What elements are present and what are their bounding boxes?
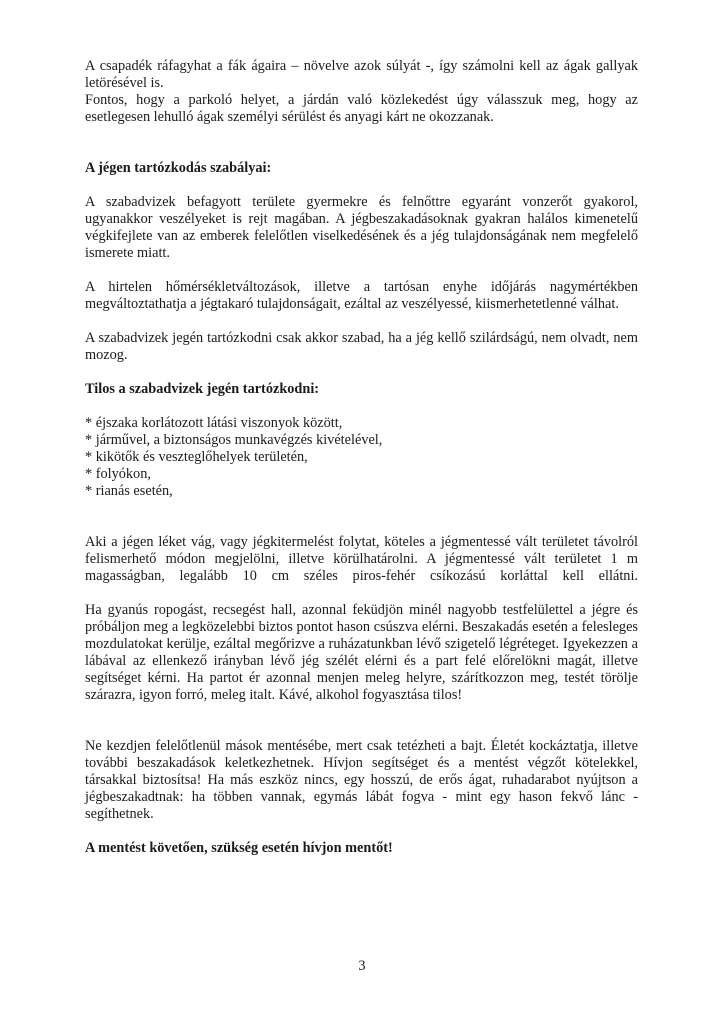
blank-line (85, 823, 638, 840)
page-content (85, 58, 638, 857)
blank-line (85, 517, 638, 534)
blank-line (85, 177, 638, 194)
paragraph: A hirtelen hőmérsékletváltozások, illetve a tartósan enyhe időjárás nagymértékben megváltoztathatja a jégtakaró tulajdonságait, ezáltal az veszélyessé, kiismerhetetlenné válhat. (85, 279, 638, 312)
heading: Tilos a szabadvizek jegén tartózkodni: (85, 381, 320, 397)
paragraph: Fontos, hogy a parkoló helyet, a járdán való közlekedést úgy válasszuk meg, hogy az esetlegesen lehulló ágak személyi sérülést és anyagi kárt ne okozzanak. (85, 92, 638, 125)
paragraph: A szabadvizek jegén tartózkodni csak akkor szabad, ha a jég kellő szilárdságú, nem olvadt, nem mozog. (85, 330, 638, 363)
list-item: * rianás esetén, (85, 483, 173, 499)
page-footer (0, 958, 724, 975)
blank-line (85, 721, 638, 738)
paragraph: A szabadvizek befagyott területe gyermekre és felnőttre egyaránt vonzerőt gyakorol, ugyanakkor veszélyeket is rejt magában. A jégbeszakadásoknak gyakran halálos kimenetelű végkifejlete van az emberek felelőtlen viselkedésének és a jég tulajdonságának nem megfelelő ismerete miatt. (85, 194, 638, 261)
heading: A mentést követően, szükség esetén hívjon mentőt! (85, 840, 393, 856)
list-item: * éjszaka korlátozott látási viszonyok között, (85, 415, 343, 431)
blank-line (85, 313, 638, 330)
blank-line (85, 126, 638, 143)
paragraph: A csapadék ráfagyhat a fák ágaira – növelve azok súlyát -, így számolni kell az ágak gallyak letörésével is. (85, 58, 638, 91)
paragraph: Ne kezdjen felelőtlenül mások mentésébe, mert csak tetézheti a bajt. Életét kockáztatja, illetve további beszakadások keletkezhetnek. Hívjon segítséget és a mentést végzőt kötelekkel, társakkal biztosítsa! Ha más eszköz nincs, egy hosszú, de erős ágat, ruhadarabot nyújtson a jégbeszakadtnak: ha többen vannak, egymás lábát fogva - mint egy hason fekvő lánc - segíthetnek. (85, 738, 638, 822)
blank-line (85, 143, 638, 160)
blank-line (85, 262, 638, 279)
blank-line (85, 364, 638, 381)
list-item: * kikötők és veszteglőhelyek területén, (85, 449, 308, 465)
list-item: * járművel, a biztonságos munkavégzés kivételével, (85, 432, 383, 448)
blank-line (85, 500, 638, 517)
list-item: * folyókon, (85, 466, 151, 482)
blank-line (85, 704, 638, 721)
blank-line (85, 398, 638, 415)
page-number: 3 (358, 958, 366, 974)
paragraph: Aki a jégen léket vág, vagy jégkitermelést folytat, köteles a jégmentessé vált területet távolról felismerhető módon megjelölni, illetve körülhatárolni. A jégmentessé vált területet 1 m magasságban, legalább 10 cm széles piros-fehér csíkozású korláttal kell ellátni. (85, 534, 638, 584)
heading: A jégen tartózkodás szabályai: (85, 160, 272, 176)
paragraph: Ha gyanús ropogást, recsegést hall, azonnal feküdjön minél nagyobb testfelülettel a jégre és próbáljon meg a legközelebbi biztos pontot hason csúszva elérni. Beszakadás esetén a felesleges mozdulatokat kerülje, ezáltal megőrizve a ruházatunkban lévő szigetelő légréteget. Igyekezzen a lábával az ellenkező irányban lévő jég szélét elérni és a part felé előrelökni magát, illetve segítséget kérni. Ha partot ér azonnal menjen meleg helyre, szárítkozzon meg, testét törölje szárazra, igyon forró, meleg italt. Kávé, alkohol fogyasztása tilos! (85, 602, 638, 703)
blank-line (85, 585, 638, 602)
